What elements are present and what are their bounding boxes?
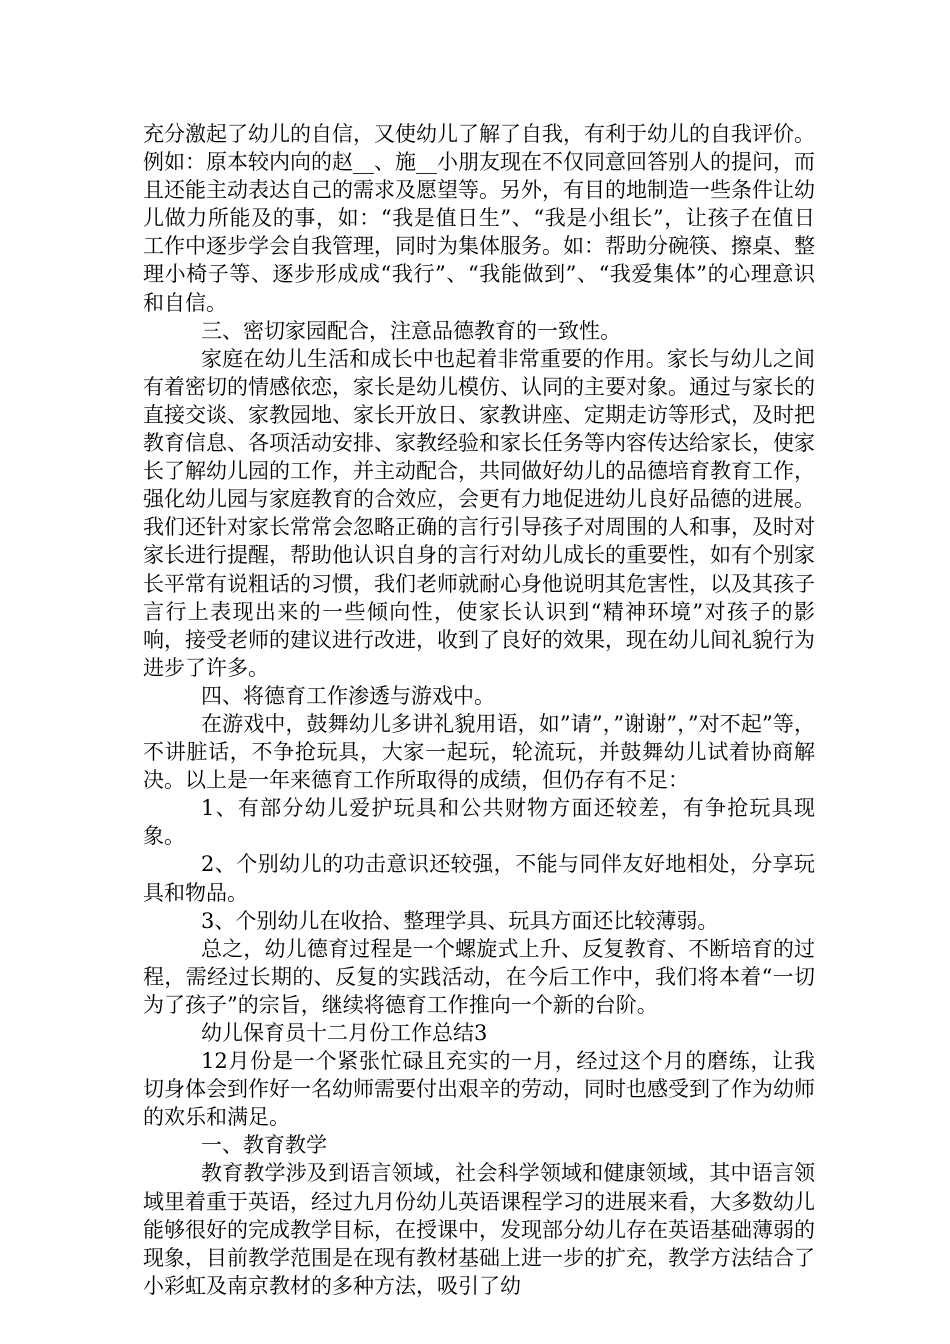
paragraph-family-cooperation: 家庭在幼儿生活和成长中也起着非常重要的作用。家长与幼儿之间有着密切的情感依恋，家长是幼儿模仿、认同的主要对象。通过与家长的直接交谈、家教园地、家长开放日、家教讲座、定期走访等形式，及时把教育信息、各项活动安排、家教经验和家长任务等内容传达给家长，使家长了解幼儿园的工作，并主动配合，共同做好幼儿的品德培育教育工作，强化幼儿园与家庭教育的合效应，会更有力地促进幼儿良好品德的进展。我们还针对家长常常会忽略正确的言行引导孩子对周围的人和事，及时对家长进行提醒，帮助他认识自身的言行对幼儿成长的重要性，如有个别家长平常有说粗话的习惯，我们老师就耐心身他说明其危害性，以及其孩子言行上表现出来的一些倾向性，使家长认识到“精神环境”对孩子的影响，接受老师的建议进行改进，收到了良好的效果，现在幼儿间礼貌行为进步了许多。	[143, 346, 815, 680]
section-heading-teaching: 一、教育教学	[201, 1133, 327, 1158]
document-subtitle: 幼儿保育员十二月份工作总结3	[201, 1021, 488, 1045]
paragraph-teaching: 教育教学涉及到语言领域，社会科学领域和健康领域，其中语言领域里着重于英语，经过九月份幼儿英语课程学习的进展来看，大多数幼儿能够很好的完成教学目标，在授课中，发现部分幼儿存在英语基础薄弱的现象，目前教学范围是在现有教材基础上进一步的扩充，教学方法结合了小彩虹及南京教材的多种方法，吸引了幼	[143, 1161, 815, 1298]
section-heading-3: 三、密切家园配合，注意品德教育的一致性。	[201, 318, 621, 343]
shortcoming-item-1: 1、有部分幼儿爱护玩具和公共财物方面还较差，有争抢玩具现象。	[143, 796, 815, 849]
section-heading-4: 四、将德育工作渗透与游戏中。	[201, 683, 495, 708]
paragraph-conclusion: 总之，幼儿德育过程是一个螺旋式上升、反复教育、不断培育的过程，需经过长期的、反复的实践活动，在今后工作中，我们将本着“一切为了孩子”的宗旨，继续将德育工作推向一个新的台阶。	[143, 936, 815, 1017]
paragraph-games: 在游戏中，鼓舞幼儿多讲礼貌用语，如”请”，”谢谢”，”对不起”等，不讲脏话，不争抢玩具，大家一起玩，轮流玩，并鼓舞幼儿试着协商解决。以上是一年来德育工作所取得的成绩，但仍存有不足：	[143, 711, 815, 793]
paragraph-december-intro: 12月份是一个紧张忙碌且充实的一月，经过这个月的磨练，让我切身体会到作好一名幼师需要付出艰辛的劳动，同时也感受到了作为幼师的欢乐和满足。	[143, 1049, 815, 1130]
shortcoming-item-2: 2、个别幼儿的功击意识还较强，不能与同伴友好地相处，分享玩具和物品。	[143, 852, 815, 905]
shortcoming-item-3: 3、个别幼儿在收拾、整理学具、玩具方面还比较薄弱。	[201, 908, 719, 933]
document-body	[143, 120, 815, 1300]
paragraph-1: 充分激起了幼儿的自信，又使幼儿了解了自我，有利于幼儿的自我评价。例如：原本较内向的赵__、施__小朋友现在不仅同意回答别人的提问，而且还能主动表达自己的需求及愿望等。另外，有目的地制造一些条件让幼儿做力所能及的事，如：“我是值日生”、“我是小组长”，让孩子在值日工作中逐步学会自我管理，同时为集体服务。如：帮助分碗筷、擦桌、整理小椅子等、逐步形成成“我行”、“我能做到”、“我爱集体”的心理意识和自信。	[143, 122, 815, 315]
